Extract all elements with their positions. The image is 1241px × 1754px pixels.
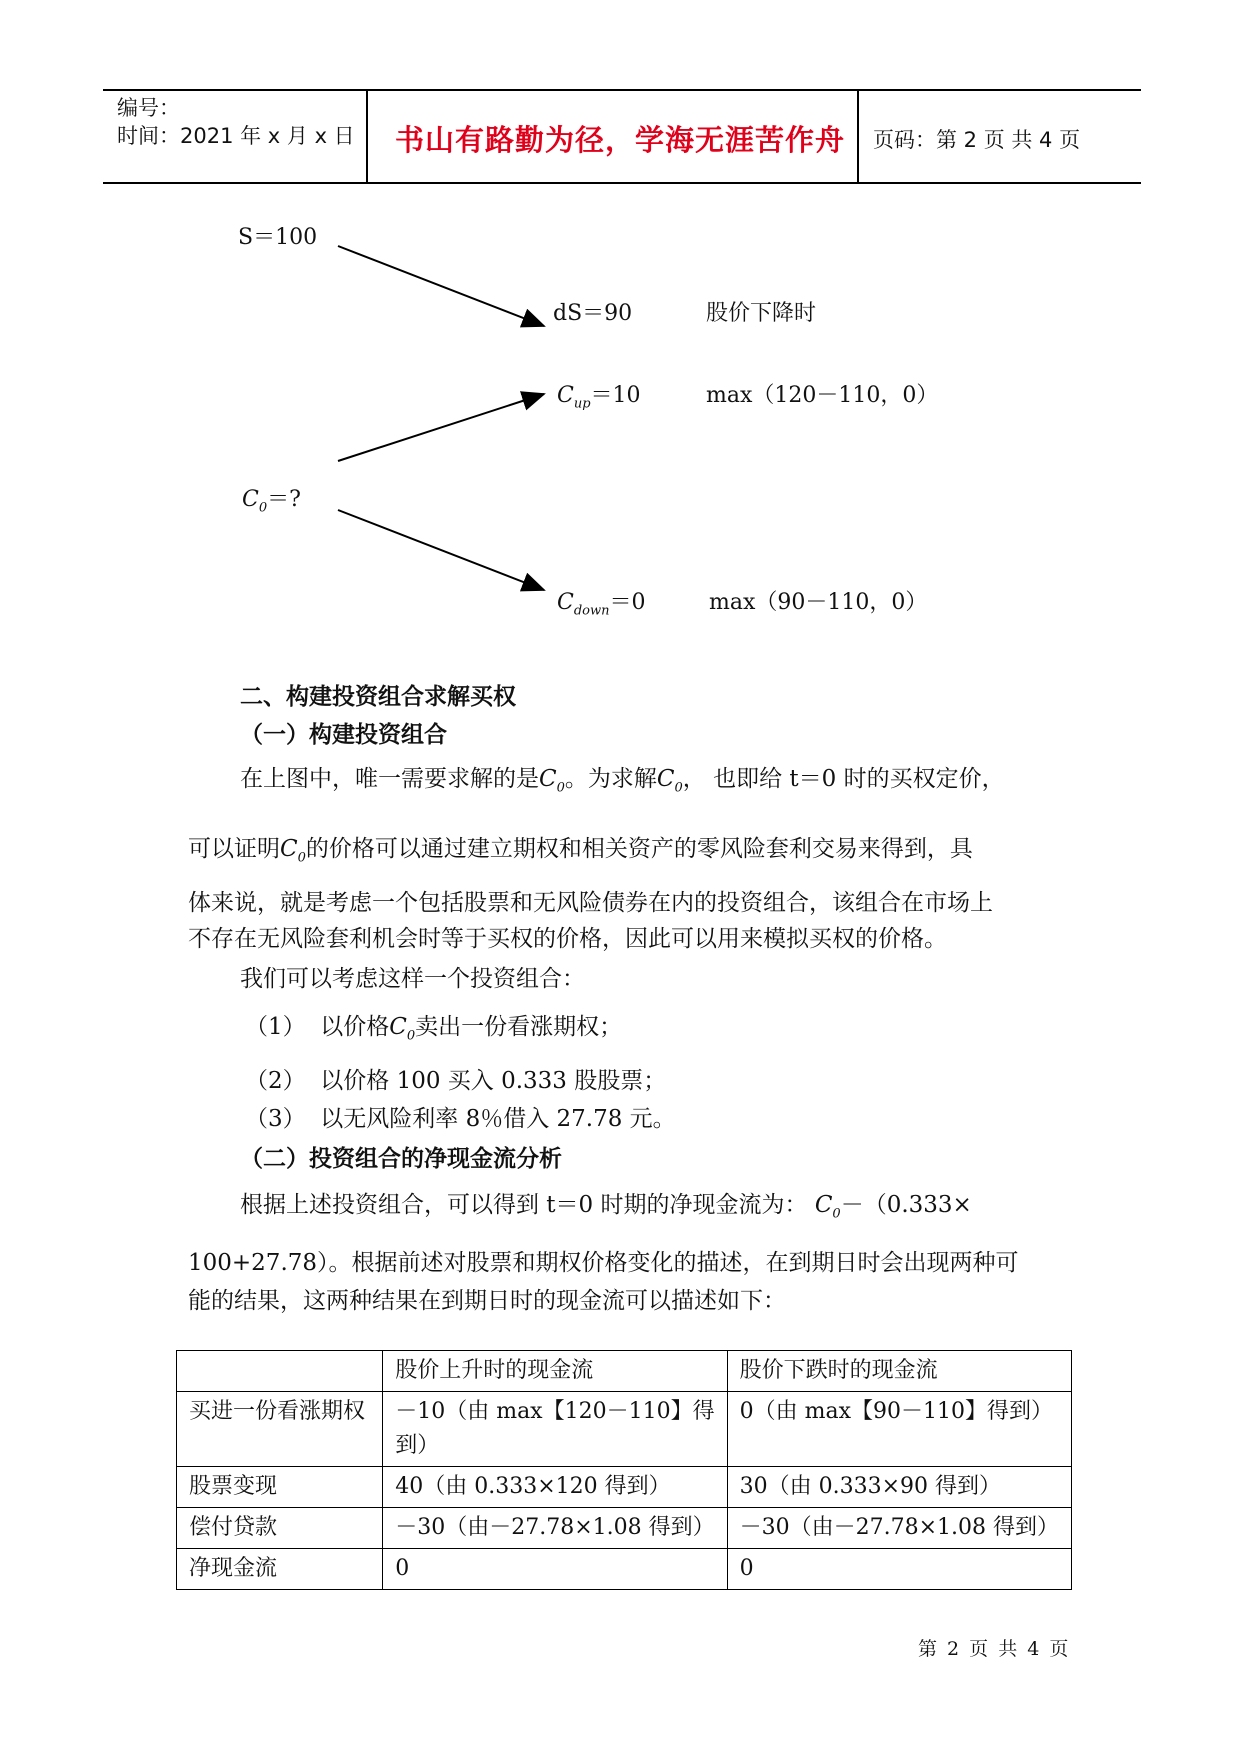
header-time-label: 时间：2021 年 x 月 x 日 [117, 124, 355, 148]
table-cell: 0 [727, 1549, 1071, 1590]
table-cell: －30（由－27.78×1.08 得到） [383, 1508, 727, 1549]
table-cell: 0 [383, 1549, 727, 1590]
list-item-2: （2） 以价格 100 买入 0.333 股股票； [245, 1068, 667, 1094]
table-cell: 净现金流 [177, 1549, 383, 1590]
call-up-value: $C_{up}=10$ [557, 383, 641, 412]
call-down-value: $C_{down}=0$ [557, 590, 646, 619]
section-heading-2: 二、构建投资组合求解买权 [240, 683, 516, 710]
arrow-c0-to-cdown [338, 510, 544, 590]
table-cell: 0（由 max【90－110】得到） [727, 1392, 1071, 1467]
header-number-label: 编号： [117, 96, 180, 120]
list-item-1: （1） 以价格$C_0$卖出一份看涨期权； [245, 1014, 623, 1044]
cash-flow-table [176, 1350, 1072, 1590]
table-header-row [177, 1351, 1072, 1392]
table-cell: 偿付贷款 [177, 1508, 383, 1549]
paragraph-6: 根据上述投资组合，可以得到 t＝0 时期的净现金流为： $C_0-(0.333\times$ [240, 1192, 972, 1222]
table-row [177, 1508, 1072, 1549]
table-row [177, 1392, 1072, 1467]
stock-price-down-note: 股价下降时 [706, 301, 817, 326]
table-header-cell: 股价下跌时的现金流 [727, 1351, 1071, 1392]
call-down-note: max（90－110，0） [709, 590, 928, 615]
table-cell: 30（由 0.333×90 得到） [727, 1467, 1071, 1508]
table-cell: 40（由 0.333×120 得到） [383, 1467, 727, 1508]
paragraph-3: 体来说，就是考虑一个包括股票和无风险债券在内的投资组合，该组合在市场上 [188, 890, 993, 916]
call-initial-value: $C_0=$? [242, 487, 301, 516]
paragraph-7: 100+27.78）。根据前述对股票和期权价格变化的描述，在到期日时会出现两种可 [188, 1250, 1019, 1276]
header-slogan: 书山有路勤为径，学海无涯苦作舟 [395, 123, 846, 157]
stock-price-down: dS＝90 [553, 301, 633, 326]
header-page-label: 页码：第 2 页 共 4 页 [873, 128, 1081, 152]
paragraph-4: 不存在无风险套利机会时等于买权的价格，因此可以用来模拟买权的价格。 [188, 926, 947, 952]
arrow-c0-to-cup [338, 394, 544, 461]
table-cell: －10（由 max【120－110】得到） [383, 1392, 727, 1467]
list-item-3: （3） 以无风险利率 8％借入 27.78 元。 [245, 1106, 676, 1132]
table-row [177, 1549, 1072, 1590]
table-header-cell [177, 1351, 383, 1392]
arrow-s-to-ds [338, 246, 544, 326]
subsection-heading-1: （一）构建投资组合 [240, 721, 447, 748]
subsection-heading-2: （二）投资组合的净现金流分析 [240, 1145, 562, 1172]
stock-price-initial: S＝100 [238, 225, 318, 250]
table-header-cell: 股价上升时的现金流 [383, 1351, 727, 1392]
table-cell: 买进一份看涨期权 [177, 1392, 383, 1467]
paragraph-5: 我们可以考虑这样一个投资组合： [240, 966, 585, 992]
paragraph-2: 可以证明$C_0$的价格可以通过建立期权和相关资产的零风险套利交易来得到，具 [188, 836, 973, 866]
paragraph-1: 在上图中，唯一需要求解的是$C_0$。为求解$C_0$， 也即给 t＝0 时的买权定价， [240, 766, 1005, 796]
table-cell: －30（由－27.78×1.08 得到） [727, 1508, 1071, 1549]
call-up-note: max（120－110，0） [706, 383, 939, 408]
page-footer: 第 2 页 共 4 页 [918, 1638, 1071, 1660]
paragraph-8: 能的结果，这两种结果在到期日时的现金流可以描述如下： [188, 1288, 786, 1314]
table-row [177, 1467, 1072, 1508]
table-cell: 股票变现 [177, 1467, 383, 1508]
